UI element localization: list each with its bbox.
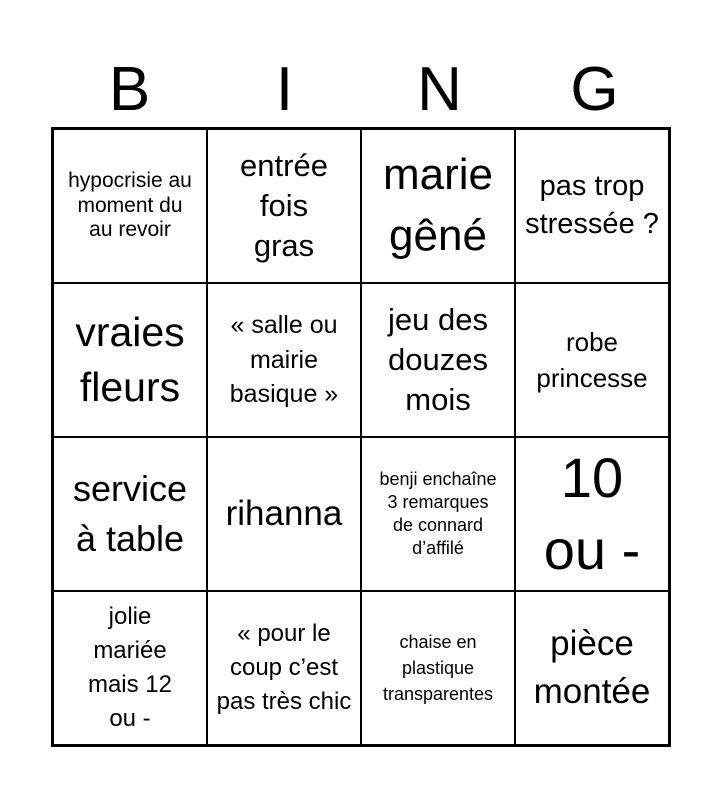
bingo-cell[interactable]: jeu des douzes mois (361, 283, 515, 437)
bingo-cell[interactable]: robe princesse (515, 283, 669, 437)
bingo-cell[interactable]: service à table (53, 437, 207, 591)
bingo-cell[interactable]: jolie mariée mais 12 ou - (53, 591, 207, 745)
header-letter-b: B (108, 55, 151, 124)
bingo-header (52, 55, 672, 125)
bingo-cell[interactable]: rihanna (207, 437, 361, 591)
bingo-cell[interactable]: « pour le coup c’est pas très chic (207, 591, 361, 745)
bingo-cell[interactable]: pièce montée (515, 591, 669, 745)
bingo-cell[interactable]: hypocrisie au moment du au revoir (53, 129, 207, 283)
bingo-cell[interactable]: entrée fois gras (207, 129, 361, 283)
bingo-cell[interactable]: benji enchaîne 3 remarques de connard d’affilé (361, 437, 515, 591)
header-letter-g: G (570, 55, 619, 124)
bingo-cell[interactable]: chaise en plastique transparentes (361, 591, 515, 745)
bingo-cell[interactable]: marie gêné (361, 129, 515, 283)
header-letter-i: I (275, 55, 294, 124)
bingo-cell[interactable]: pas trop stressée ? (515, 129, 669, 283)
header-letter-n: N (417, 55, 462, 124)
bingo-cell[interactable]: vraies fleurs (53, 283, 207, 437)
bingo-cell[interactable]: 10 ou - (515, 437, 669, 591)
bingo-grid (51, 127, 671, 747)
bingo-cell[interactable]: « salle ou mairie basique » (207, 283, 361, 437)
